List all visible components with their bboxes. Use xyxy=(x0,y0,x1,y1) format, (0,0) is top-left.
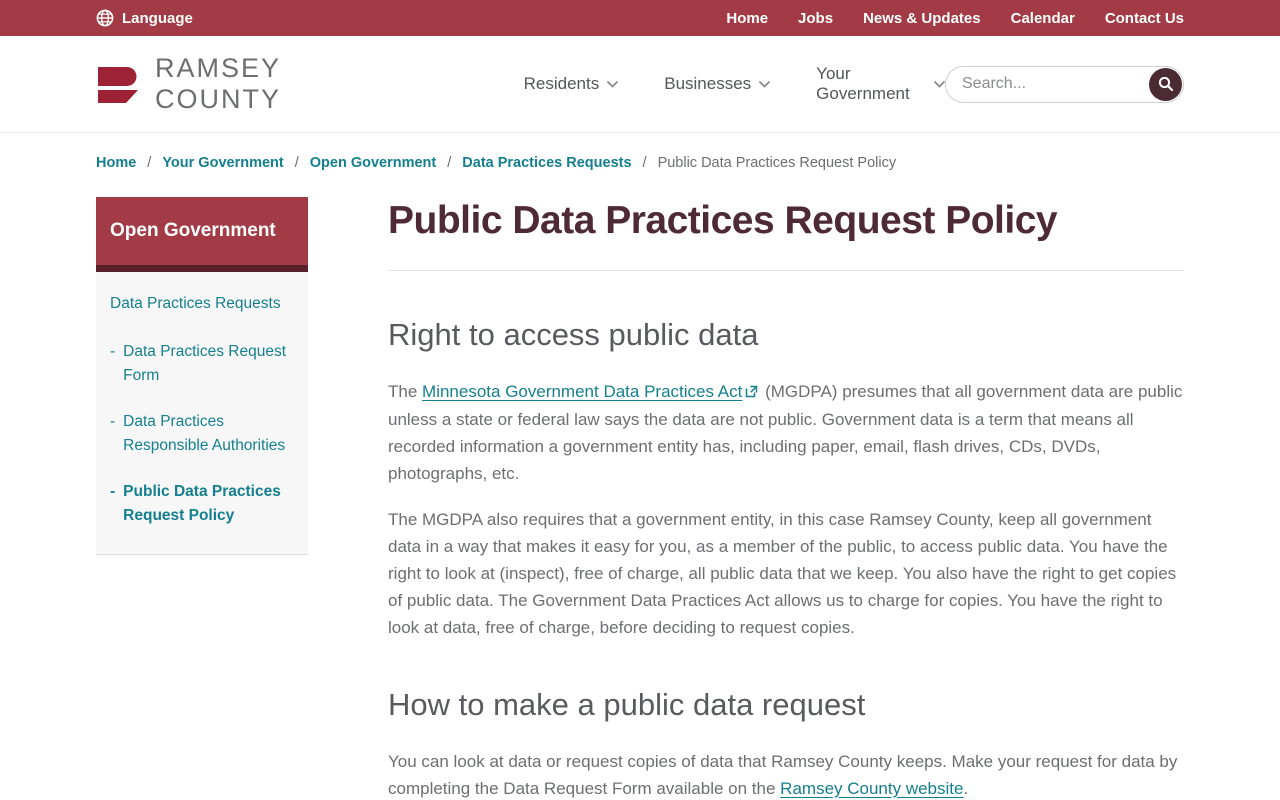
nav-your-government[interactable]: Your Government xyxy=(816,64,945,104)
breadcrumb-data-practices-requests[interactable]: Data Practices Requests xyxy=(462,155,632,171)
chevron-down-icon xyxy=(934,81,945,88)
dash-bullet: - xyxy=(110,483,116,500)
paragraph-how-to-request: You can look at data or request copies of data that Ramsey County keeps. Make your request for data by completing the Data Request Form available on the Ramsey County website. xyxy=(388,751,1178,798)
topbar-link-calendar[interactable]: Calendar xyxy=(1010,9,1075,27)
search-button[interactable] xyxy=(1149,68,1182,101)
sidebar-item-label: Public Data Practices Request Policy xyxy=(123,483,281,524)
topbar-link-news-updates[interactable]: News & Updates xyxy=(863,9,981,27)
paragraph-mgdpa-intro: The Minnesota Government Data Practices Act (MGDPA) presumes that all government data are public unless a state or federal law says the data are not public. Government data is a term that means all recorded information a government entity has, including paper, email, flash drives, CDs, DVDs, photographs, etc. xyxy=(388,378,1184,487)
section-sidebar xyxy=(96,197,308,555)
link-minnesota-government-data-practices-act[interactable]: Minnesota Government Data Practices Act xyxy=(422,381,743,401)
paragraph-mgdpa-requirements: The MGDPA also requires that a government entity, in this case Ramsey County, keep all government data in a way that makes it easy for you, as a member of the public, to access public data. You have the right to look at (inspect), free of charge, all public data that we keep. You also have the right to get copies of public data. The Government Data Practices Act allows us to charge for copies. You have the right to look at data, free of charge, before deciding to request copies. xyxy=(388,509,1177,637)
topbar-link-home[interactable]: Home xyxy=(726,9,769,27)
sidebar-item-public-data-practices-request-policy[interactable] xyxy=(110,480,294,528)
breadcrumb-separator: / xyxy=(447,155,452,171)
topbar-link-jobs[interactable]: Jobs xyxy=(798,9,834,27)
main-content xyxy=(388,197,1184,800)
section-heading-right-to-access: Right to access public data xyxy=(388,316,759,352)
breadcrumb xyxy=(0,133,1280,171)
breadcrumb-separator: / xyxy=(147,155,152,171)
search-icon xyxy=(1158,76,1174,92)
site-search xyxy=(945,66,1184,103)
breadcrumb-separator: / xyxy=(294,155,299,171)
breadcrumb-home[interactable]: Home xyxy=(96,155,137,171)
link-ramsey-county-website[interactable]: Ramsey County website xyxy=(780,778,964,798)
sidebar-item-data-practices-responsible-authorities[interactable] xyxy=(110,410,294,458)
logo-mark-icon xyxy=(96,64,142,104)
chevron-down-icon xyxy=(607,81,618,88)
title-divider xyxy=(388,270,1184,271)
breadcrumb-separator: / xyxy=(642,155,647,171)
language-selector[interactable] xyxy=(96,9,193,27)
sidebar-item-label: Data Practices Responsible Authorities xyxy=(123,413,286,454)
site-header xyxy=(0,36,1280,133)
ramsey-county-logo[interactable] xyxy=(96,53,400,115)
content-area xyxy=(0,171,1280,800)
top-utility-bar xyxy=(0,0,1280,36)
breadcrumb-your-government[interactable]: Your Government xyxy=(162,155,284,171)
nav-residents[interactable]: Residents xyxy=(524,64,619,104)
breadcrumb-current-page: Public Data Practices Request Policy xyxy=(657,155,897,171)
nav-businesses[interactable]: Businesses xyxy=(664,64,770,104)
dash-bullet: - xyxy=(110,413,116,430)
sidebar-title: Open Government xyxy=(110,220,276,241)
language-label: Language xyxy=(122,9,193,27)
external-link-icon xyxy=(745,379,758,406)
sidebar-menu xyxy=(96,272,308,555)
logo-text: RAMSEY COUNTY xyxy=(155,53,281,114)
sidebar-item-data-practices-requests[interactable]: Data Practices Requests xyxy=(110,295,281,312)
sidebar-header xyxy=(96,197,308,272)
page-title: Public Data Practices Request Policy xyxy=(388,199,1058,242)
section-heading-how-to-make-request: How to make a public data request xyxy=(388,686,866,722)
utility-links xyxy=(726,10,1184,27)
chevron-down-icon xyxy=(759,81,770,88)
globe-icon xyxy=(96,9,114,27)
sidebar-item-label: Data Practices Request Form xyxy=(123,343,286,384)
dash-bullet: - xyxy=(110,343,116,360)
topbar-link-contact-us[interactable]: Contact Us xyxy=(1104,9,1184,27)
primary-nav xyxy=(524,64,945,104)
breadcrumb-open-government[interactable]: Open Government xyxy=(309,155,437,171)
sidebar-item-data-practices-request-form[interactable] xyxy=(110,340,294,388)
